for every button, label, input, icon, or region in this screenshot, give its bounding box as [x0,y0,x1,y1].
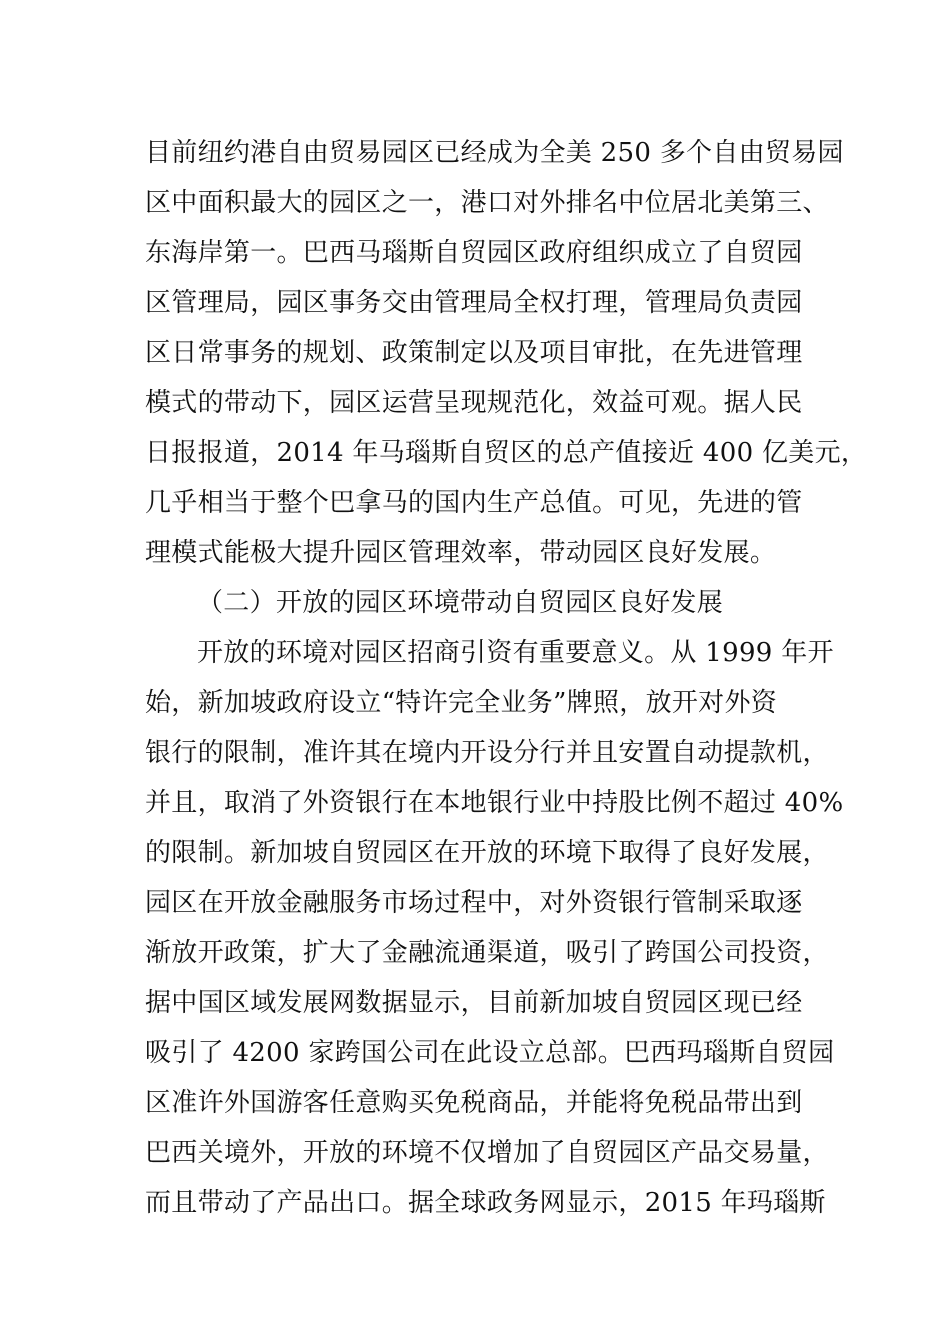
text-line: 巴西关境外，开放的环境不仅增加了自贸园区产品交易量， [145,1138,829,1168]
text-line: 并且，取消了外资银行在本地银行业中持股比例不超过 40% [145,788,844,818]
text-line: 的限制。新加坡自贸园区在开放的环境下取得了良好发展， [145,838,829,868]
text-line: 始，新加坡政府设立“特许完全业务”牌照，放开对外资 [145,688,778,718]
section-heading: （二）开放的园区环境带动自贸园区良好发展 [197,588,724,618]
text-line: 渐放开政策，扩大了金融流通渠道，吸引了跨国公司投资， [145,938,829,968]
text-line: 开放的环境对园区招商引资有重要意义。从 1999 年开 [197,638,834,668]
text-line: 区准许外国游客任意购买免税商品，并能将免税品带出到 [145,1088,803,1118]
text-line: 目前纽约港自由贸易园区已经成为全美 250 多个自由贸易园 [145,138,844,168]
text-line: 园区在开放金融服务市场过程中，对外资银行管制采取逐 [145,888,803,918]
text-line: 区日常事务的规划、政策制定以及项目审批，在先进管理 [145,338,803,368]
text-line: 区管理局，园区事务交由管理局全权打理，管理局负责园 [145,288,803,318]
text-line: 东海岸第一。巴西马瑙斯自贸园区政府组织成立了自贸园 [145,238,803,268]
text-line: 几乎相当于整个巴拿马的国内生产总值。可见，先进的管 [145,488,803,518]
text-line: 模式的带动下，园区运营呈现规范化，效益可观。据人民 [145,388,803,418]
body-text [145,128,868,1228]
text-line: 日报报道，2014 年马瑙斯自贸区的总产值接近 400 亿美元， [145,438,868,468]
text-line: 吸引了 4200 家跨国公司在此设立总部。巴西玛瑙斯自贸园 [145,1038,835,1068]
text-line: 理模式能极大提升园区管理效率，带动园区良好发展。 [145,538,777,568]
text-line: 而且带动了产品出口。据全球政务网显示，2015 年玛瑙斯 [145,1188,826,1218]
text-line: 据中国区域发展网数据显示，目前新加坡自贸园区现已经 [145,988,803,1018]
text-line: 区中面积最大的园区之一，港口对外排名中位居北美第三、 [145,188,829,218]
text-line: 银行的限制，准许其在境内开设分行并且安置自动提款机， [145,738,829,768]
